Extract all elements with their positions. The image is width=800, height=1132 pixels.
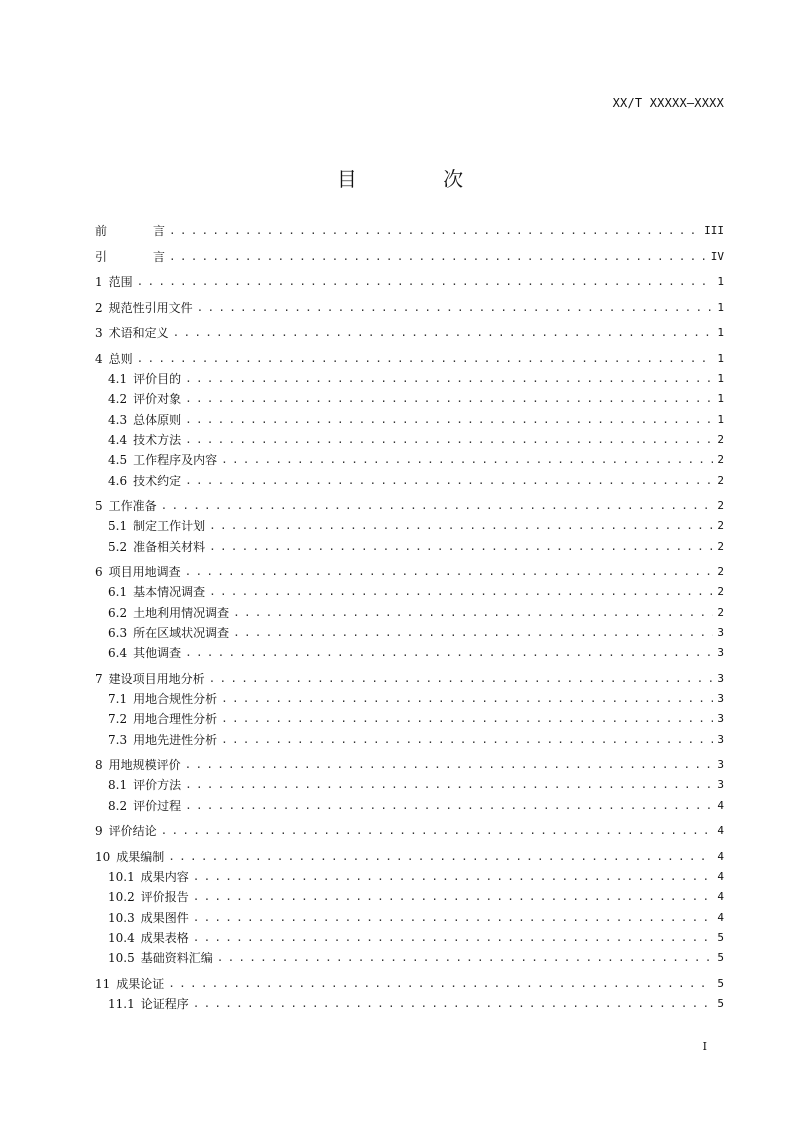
toc-entry-page: 2 (717, 585, 724, 599)
toc-entry-number: 4.6 (108, 473, 128, 488)
toc-dot-leader (168, 976, 713, 992)
toc-entry-number: 8.2 (108, 798, 128, 813)
toc-entry-label (95, 757, 181, 773)
toc-entry[interactable] (95, 905, 724, 925)
document-code: XX/T XXXXX—XXXX (612, 96, 724, 110)
toc-dot-leader (221, 711, 713, 727)
toc-dot-leader (221, 691, 713, 707)
toc-entry-number: 11 (95, 976, 111, 991)
toc-entry-page: 4 (717, 910, 724, 924)
toc-entry[interactable] (95, 219, 724, 239)
toc-entry-number: 7.1 (108, 692, 128, 707)
toc-entry-label (108, 539, 205, 555)
toc-entry-label (95, 498, 157, 514)
toc-entry[interactable] (95, 971, 724, 991)
toc-entry-page: 1 (717, 300, 724, 314)
toc-entry-text: 评价结论 (108, 824, 157, 839)
table-of-contents (95, 219, 724, 1012)
toc-entry-page: 2 (717, 432, 724, 446)
toc-entry-number: 10 (95, 849, 111, 864)
toc-entry-page: 3 (717, 778, 724, 792)
toc-dot-leader (193, 869, 714, 885)
toc-entry[interactable] (95, 295, 724, 315)
toc-entry[interactable] (95, 621, 724, 641)
toc-entry-number: 8 (95, 758, 103, 773)
toc-entry-page: 1 (717, 392, 724, 406)
toc-entry-label (108, 645, 181, 661)
toc-entry-number: 3 (95, 326, 103, 341)
toc-entry-label (108, 584, 205, 600)
toc-entry-page: 3 (717, 732, 724, 746)
toc-entry-number: 6.1 (108, 585, 128, 600)
toc-dot-leader (193, 996, 714, 1012)
toc-entry-label (95, 351, 133, 367)
toc-entry[interactable] (95, 753, 724, 773)
toc-entry-label (108, 432, 181, 448)
toc-entry-text: 土地利用情况调查 (133, 605, 230, 620)
toc-entry-text: 建设项目用地分析 (108, 671, 205, 686)
toc-entry-number: 5 (95, 498, 103, 513)
toc-entry-text: 总则 (108, 351, 133, 366)
toc-entry-page: 5 (717, 930, 724, 944)
toc-entry-label (95, 274, 133, 290)
toc-dot-leader (185, 371, 713, 387)
toc-entry[interactable] (95, 885, 724, 905)
toc-dot-leader (168, 849, 713, 865)
toc-entry-label (108, 711, 217, 727)
toc-entry-page: 1 (717, 351, 724, 365)
toc-entry-label (108, 996, 189, 1012)
toc-entry-label (108, 473, 181, 489)
toc-entry-text: 基础资料汇编 (140, 951, 213, 966)
toc-dot-leader (185, 412, 713, 428)
toc-entry-number: 6.3 (108, 625, 128, 640)
toc-entry-page: 5 (717, 951, 724, 965)
toc-entry[interactable] (95, 687, 724, 707)
toc-entry-page: 1 (717, 412, 724, 426)
toc-entry-text: 评价报告 (140, 890, 189, 905)
toc-entry[interactable] (95, 407, 724, 427)
toc-entry-label (108, 930, 189, 946)
toc-dot-leader (185, 798, 713, 814)
toc-entry-text: 制定工作计划 (133, 519, 206, 534)
toc-dot-leader (185, 432, 713, 448)
toc-entry-number: 4.5 (108, 453, 128, 468)
toc-entry-number: 11.1 (108, 996, 135, 1011)
toc-entry-page: 4 (717, 869, 724, 883)
toc-entry-number: 6.2 (108, 605, 128, 620)
toc-entry[interactable] (95, 580, 724, 600)
toc-entry[interactable] (95, 560, 724, 580)
toc-entry-label (108, 518, 205, 534)
toc-dot-leader (209, 671, 714, 687)
toc-entry-text: 术语和定义 (108, 326, 169, 341)
toc-entry[interactable] (95, 727, 724, 747)
toc-entry-page: 4 (717, 824, 724, 838)
toc-entry-label (95, 976, 164, 992)
toc-entry-text: 用地规模评价 (108, 758, 181, 773)
toc-entry-label (108, 798, 181, 814)
toc-entry-number: 5.2 (108, 539, 128, 554)
toc-entry[interactable] (95, 865, 724, 885)
toc-entry-page: 3 (717, 712, 724, 726)
toc-entry-page: 2 (717, 539, 724, 553)
toc-entry[interactable] (95, 321, 724, 341)
toc-entry-number: 2 (95, 300, 103, 315)
toc-entry-label (108, 371, 181, 387)
toc-dot-leader (221, 452, 713, 468)
toc-dot-leader (193, 889, 714, 905)
toc-entry-number: 6 (95, 565, 103, 580)
toc-entry-text: 规范性引用文件 (108, 300, 193, 315)
toc-entry-page: 3 (717, 692, 724, 706)
toc-entry-page: 5 (717, 996, 724, 1010)
toc-entry-text: 基本情况调查 (133, 585, 206, 600)
toc-entry-label: 引 言 (95, 249, 165, 264)
toc-entry-number: 10.4 (108, 930, 135, 945)
toc-entry-page: 3 (717, 671, 724, 685)
toc-entry-text: 其他调查 (133, 646, 182, 661)
toc-entry-label (95, 300, 193, 316)
toc-entry[interactable] (95, 666, 724, 686)
toc-entry-number: 4.3 (108, 412, 128, 427)
toc-entry-number: 10.2 (108, 890, 135, 905)
toc-dot-leader (185, 391, 713, 407)
toc-dot-leader (137, 274, 714, 290)
toc-dot-leader (209, 518, 713, 534)
toc-entry-page: 2 (717, 519, 724, 533)
toc-entry-page: 1 (717, 326, 724, 340)
toc-dot-leader (185, 473, 713, 489)
toc-dot-leader (169, 223, 700, 239)
toc-entry-text: 成果表格 (140, 930, 189, 945)
toc-entry-label: 前 言 (95, 224, 165, 239)
toc-dot-leader (185, 564, 714, 580)
toc-entry-text: 成果图件 (140, 910, 189, 925)
toc-entry-label (95, 671, 205, 687)
toc-entry[interactable] (95, 844, 724, 864)
toc-entry-label (95, 849, 164, 865)
toc-entry-label (108, 625, 229, 641)
toc-entry-text: 评价过程 (133, 798, 182, 813)
toc-dot-leader (161, 823, 714, 839)
toc-entry-text: 成果内容 (140, 869, 189, 884)
toc-entry-text: 评价方法 (133, 778, 182, 793)
toc-dot-leader (161, 498, 714, 514)
toc-entry-label (108, 869, 189, 885)
toc-entry-number: 4.1 (108, 372, 128, 387)
toc-entry-text: 总体原则 (133, 412, 182, 427)
toc-entry-number: 10.1 (108, 869, 135, 884)
toc-entry-text: 评价目的 (133, 372, 182, 387)
page-number: I (702, 1040, 707, 1053)
toc-entry-label (108, 452, 217, 468)
toc-entry-text: 成果编制 (116, 849, 165, 864)
toc-dot-leader (173, 325, 714, 341)
toc-entry-text: 项目用地调查 (108, 565, 181, 580)
toc-entry[interactable] (95, 946, 724, 966)
toc-entry[interactable] (95, 270, 724, 290)
toc-entry-number: 9 (95, 824, 103, 839)
toc-entry-page: 3 (717, 646, 724, 660)
toc-entry[interactable] (95, 494, 724, 514)
toc-dot-leader (185, 757, 714, 773)
toc-entry-page: 2 (717, 565, 724, 579)
toc-dot-leader (233, 605, 713, 621)
toc-entry-number: 4 (95, 351, 103, 366)
toc-entry[interactable] (95, 534, 724, 554)
toc-dot-leader (169, 249, 707, 265)
toc-entry-text: 评价对象 (133, 392, 182, 407)
toc-entry[interactable] (95, 926, 724, 946)
toc-entry-page: 1 (717, 275, 724, 289)
toc-entry-text: 所在区域状况调查 (133, 625, 230, 640)
toc-entry[interactable] (95, 793, 724, 813)
toc-entry-label (95, 325, 169, 341)
toc-entry-number: 8.1 (108, 778, 128, 793)
toc-entry-text: 论证程序 (140, 996, 189, 1011)
toc-entry-number: 10.5 (108, 951, 135, 966)
toc-entry[interactable] (95, 600, 724, 620)
toc-dot-leader (185, 777, 713, 793)
toc-dot-leader (209, 539, 713, 555)
toc-entry-number: 6.4 (108, 646, 128, 661)
toc-entry-page: III (704, 224, 724, 238)
toc-entry[interactable] (95, 992, 724, 1012)
toc-entry[interactable] (95, 346, 724, 366)
toc-entry-text: 范围 (108, 275, 133, 290)
toc-entry[interactable] (95, 773, 724, 793)
toc-entry-page: 2 (717, 605, 724, 619)
toc-entry-page: 1 (717, 372, 724, 386)
toc-dot-leader (185, 645, 713, 661)
toc-entry-page: 4 (717, 798, 724, 812)
toc-entry-number: 1 (95, 275, 103, 290)
toc-entry[interactable] (95, 367, 724, 387)
toc-entry-page: 4 (717, 849, 724, 863)
toc-entry-label (108, 391, 181, 407)
toc-entry-number: 7.2 (108, 712, 128, 727)
toc-dot-leader (209, 584, 713, 600)
toc-entry[interactable] (95, 468, 724, 488)
toc-entry-page: 2 (717, 498, 724, 512)
toc-entry-label (108, 950, 213, 966)
toc-entry-label (108, 605, 229, 621)
toc-dot-leader (137, 351, 714, 367)
toc-entry-page: 2 (717, 453, 724, 467)
toc-dot-leader (221, 732, 713, 748)
toc-entry-label (108, 691, 217, 707)
toc-entry-page: IV (710, 249, 724, 263)
toc-entry-text: 用地合理性分析 (133, 712, 218, 727)
toc-entry[interactable] (95, 428, 724, 448)
toc-entry-number: 7.3 (108, 732, 128, 747)
toc-dot-leader (193, 910, 714, 926)
toc-entry-text: 准备相关材料 (133, 539, 206, 554)
toc-entry-text: 成果论证 (116, 976, 165, 991)
toc-entry-text: 用地合规性分析 (133, 692, 218, 707)
toc-entry-label (108, 889, 189, 905)
toc-entry-page: 2 (717, 473, 724, 487)
toc-entry-text: 技术约定 (133, 473, 182, 488)
toc-entry-text: 工作程序及内容 (133, 453, 218, 468)
toc-dot-leader (193, 930, 714, 946)
toc-dot-leader (233, 625, 713, 641)
toc-entry-page: 3 (717, 625, 724, 639)
toc-entry-label (95, 564, 181, 580)
toc-entry-page: 4 (717, 890, 724, 904)
toc-entry[interactable] (95, 514, 724, 534)
toc-entry-text: 工作准备 (108, 498, 157, 513)
toc-entry-label (108, 777, 181, 793)
toc-dot-leader (197, 300, 714, 316)
toc-entry-page: 5 (717, 976, 724, 990)
toc-entry-label (108, 732, 217, 748)
toc-entry-number: 7 (95, 671, 103, 686)
toc-entry[interactable] (95, 707, 724, 727)
toc-entry-number: 10.3 (108, 910, 135, 925)
toc-entry-label (108, 412, 181, 428)
toc-entry-number: 4.2 (108, 392, 128, 407)
toc-entry[interactable] (95, 641, 724, 661)
toc-entry-label (95, 823, 157, 839)
toc-entry-number: 5.1 (108, 519, 128, 534)
toc-entry-text: 技术方法 (133, 432, 182, 447)
toc-entry[interactable] (95, 244, 724, 264)
toc-entry-number: 4.4 (108, 432, 128, 447)
toc-entry-page: 3 (717, 758, 724, 772)
toc-entry-text: 用地先进性分析 (133, 732, 218, 747)
toc-entry[interactable] (95, 448, 724, 468)
toc-entry[interactable] (95, 819, 724, 839)
toc-entry-label (108, 910, 189, 926)
toc-dot-leader (217, 950, 714, 966)
toc-entry[interactable] (95, 387, 724, 407)
toc-title: 目 次 (336, 167, 504, 191)
